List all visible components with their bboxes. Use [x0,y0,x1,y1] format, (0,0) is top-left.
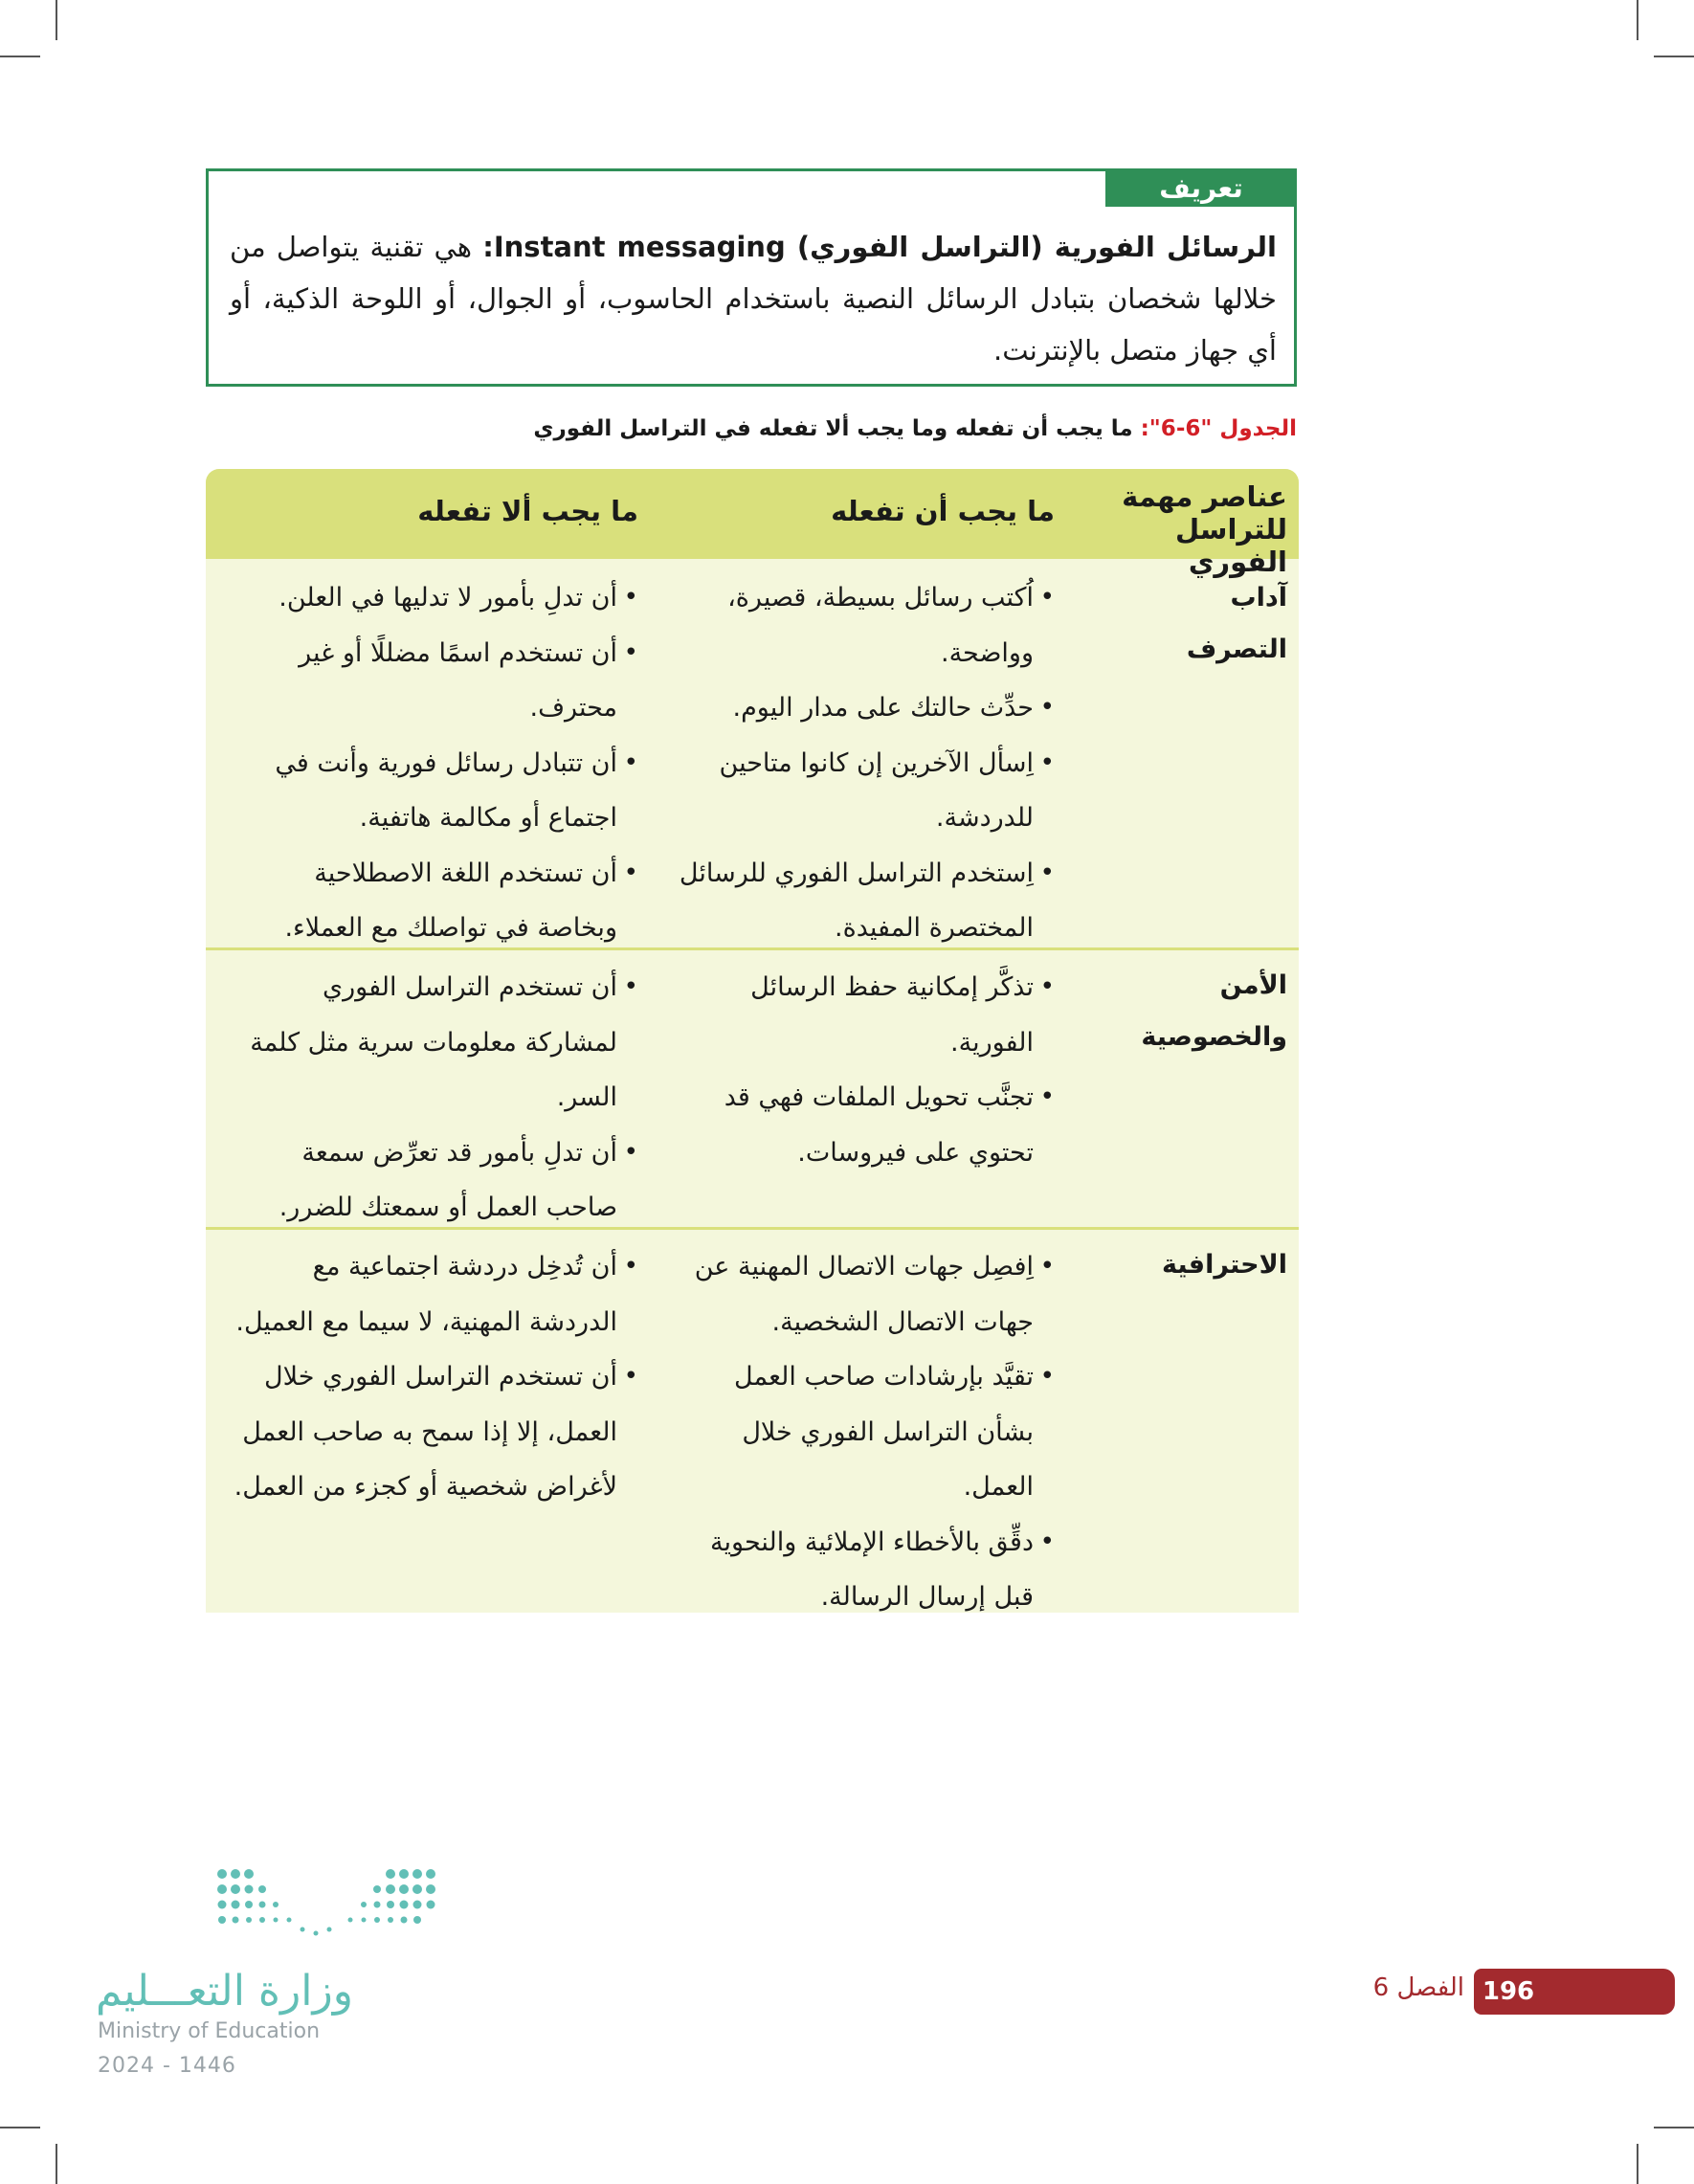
crop-mark [1654,2127,1694,2128]
crop-mark [56,2144,57,2184]
im-guidelines-table [206,469,1299,1613]
dont-item: • أن تدلِ بأمور قد تعرِّض سمعة صاحب العمل أو سمعتك للضرر. [229,1125,638,1236]
row-category: الاحترافية [1162,1250,1287,1280]
dont-item: • أن تستخدم التراسل الفوري خلال العمل، إلا إذا سمح به صاحب العمل لأغراض شخصية أو كجزء من العمل. [229,1349,638,1515]
table-row [206,559,1299,943]
ministry-name-arabic: وزارة التعـــليم [96,1967,353,2016]
definition-box [206,168,1297,387]
table-caption-text: ما يجب أن تفعله وما يجب ألا تفعله في التراسل الفوري [533,416,1141,441]
edition-year: 2024 - 1446 [98,2054,236,2078]
dont-column [229,1239,638,1515]
definition-tag: تعريف [1105,168,1297,207]
crop-mark [1654,56,1694,57]
dont-item: • أن تستخدم اسمًا مضللًا أو غير محترف. [229,626,638,736]
ministry-name-english: Ministry of Education [98,2019,321,2043]
chapter-label: الفصل 6 [1372,1973,1464,2002]
do-item: • حدِّث حالتك على مدار اليوم. [677,680,1055,736]
do-item: • اِستخدم التراسل الفوري للرسائل المختصرة المفيدة. [677,846,1055,956]
header-category: عناصر مهمة للتراسل الفوري [1122,480,1287,578]
crop-mark [1637,2144,1638,2184]
table-header [206,469,1299,578]
do-column [677,960,1055,1180]
dont-item: • أن تتبادل رسائل فورية وأنت في اجتماع أو مكالمة هاتفية. [229,736,638,846]
crop-mark [1637,0,1638,40]
crop-mark [0,2127,40,2128]
do-item: • تذكَّر إمكانية حفظ الرسائل الفورية. [677,960,1055,1070]
do-column [677,570,1055,956]
do-item: • دقِّق بالأخطاء الإملائية والنحوية قبل إرسال الرسالة. [677,1515,1055,1614]
dont-item: • أن تستخدم التراسل الفوري لمشاركة معلومات سرية مثل كلمة السر. [229,960,638,1125]
table-row [206,1230,1299,1612]
definition-term: الرسائل الفورية (التراسل الفوري) Instant messaging: [482,231,1277,263]
dont-item: • أن تُدخِل دردشة اجتماعية مع الدردشة المهنية، لا سيما مع العميل. [229,1239,638,1349]
dont-item: • أن تستخدم اللغة الاصطلاحية وبخاصة في تواصلك مع العملاء. [229,846,638,956]
do-item: • اِفصِل جهات الاتصال المهنية عن جهات الاتصال الشخصية. [677,1239,1055,1349]
page-number: 196 [1482,1977,1535,2006]
dont-column [229,570,638,956]
table-row [206,950,1299,1222]
crop-mark [56,0,57,40]
dont-column [229,960,638,1236]
header-dont: ما يجب ألا تفعله [417,495,638,527]
do-item: • تجنَّب تحويل الملفات فهي قد تحتوي على فيروسات. [677,1070,1055,1180]
do-item: • تقيَّد بإرشادات صاحب العمل بشأن التراسل الفوري خلال العمل. [677,1349,1055,1515]
table-caption [340,416,1297,441]
table-caption-label: الجدول "6-6": [1140,416,1297,441]
row-category: الأمن والخصوصية [1141,970,1287,1052]
dont-item: • أن تدلِ بأمور لا تدليها في العلن. [229,570,638,626]
do-item: • اُكتب رسائل بسيطة، قصيرة، وواضحة. [677,570,1055,680]
ministry-logo-icon [211,1866,450,1943]
crop-mark [0,56,40,57]
definition-text [230,221,1277,376]
do-column [677,1239,1055,1613]
header-do: ما يجب أن تفعله [831,495,1055,527]
definition-body: هي تقنية يتواصل من خلالها شخصان بتبادل الرسائل النصية باستخدام الحاسوب، أو الجوال، أو اللوحة الذكية، أو أي جهاز متصل بالإنترنت. [230,231,1277,367]
row-category: آداب التصرف [1186,583,1287,664]
do-item: • اِسأل الآخرين إن كانوا متاحين للدردشة. [677,736,1055,846]
